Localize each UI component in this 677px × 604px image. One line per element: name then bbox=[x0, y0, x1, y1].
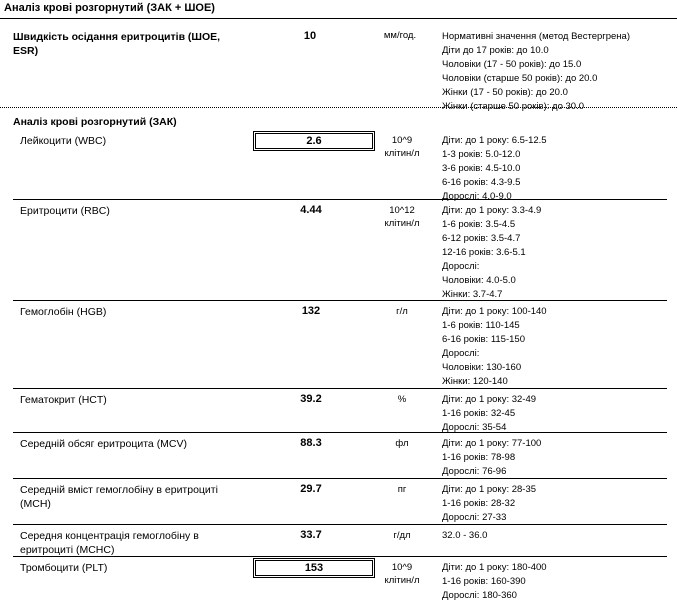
test-unit bbox=[372, 561, 432, 587]
test-unit bbox=[372, 204, 432, 230]
test-name: Гематокрит (HCT) bbox=[20, 394, 107, 406]
test-name: Еритроцити (RBC) bbox=[20, 205, 110, 217]
reference-line: Діти: до 1 року: 32-49 bbox=[442, 394, 537, 405]
test-value: 4.44 bbox=[300, 204, 322, 216]
esr-name: Швидкість осідання еритроцитів (ШОЕ, ESR) bbox=[13, 31, 221, 57]
reference-line: Дорослі: 4.0-9.0 bbox=[442, 191, 512, 202]
reference-line: 1-6 років: 3.5-4.5 bbox=[442, 219, 516, 230]
unit-line: клітин/л bbox=[384, 148, 420, 159]
reference-line: Жінки: 120-140 bbox=[442, 376, 508, 387]
esr-reference-line: Жінки (старше 50 років): до 30.0 bbox=[442, 101, 584, 112]
esr-row bbox=[0, 18, 677, 112]
esr-reference-line: Діти до 17 років: до 10.0 bbox=[442, 45, 549, 56]
table-row bbox=[0, 389, 677, 433]
reference-line: 1-16 років: 160-390 bbox=[442, 576, 526, 587]
reference-line: 32.0 - 36.0 bbox=[442, 530, 488, 541]
unit-line: г/дл bbox=[393, 530, 411, 541]
unit-line: г/л bbox=[396, 306, 408, 317]
table-row bbox=[0, 433, 677, 479]
reference-range bbox=[442, 561, 674, 603]
esr-unit: мм/год. bbox=[383, 30, 417, 41]
test-value: 29.7 bbox=[300, 483, 322, 495]
reference-line: Жінки: 3.7-4.7 bbox=[442, 289, 503, 300]
reference-range bbox=[442, 204, 674, 302]
unit-line: 10^9 bbox=[391, 562, 413, 573]
reference-line: 6-16 років: 4.3-9.5 bbox=[442, 177, 521, 188]
test-name: Тромбоцити (PLT) bbox=[20, 562, 108, 574]
reference-line: 1-6 років: 110-145 bbox=[442, 320, 520, 331]
esr-reference-line: Жінки (17 - 50 років): до 20.0 bbox=[442, 87, 568, 98]
reference-range bbox=[442, 437, 674, 479]
test-value: 132 bbox=[301, 305, 321, 317]
reference-line: Діти: до 1 року: 28-35 bbox=[442, 484, 537, 495]
table-row bbox=[0, 479, 677, 525]
unit-line: 10^12 bbox=[389, 205, 415, 216]
test-unit bbox=[372, 393, 432, 406]
test-name: Середній вміст гемоглобіну в еритроциті (MCH) bbox=[20, 484, 218, 510]
reference-line: Дорослі: bbox=[442, 348, 480, 359]
reference-range bbox=[442, 393, 674, 435]
table-row bbox=[0, 557, 677, 604]
reference-line: Діти: до 1 року: 77-100 bbox=[442, 438, 542, 449]
test-unit bbox=[372, 529, 432, 542]
esr-value: 10 bbox=[303, 30, 317, 42]
table-row bbox=[0, 130, 677, 200]
reference-line: Діти: до 1 року: 6.5-12.5 bbox=[442, 135, 547, 146]
reference-line: Дорослі: bbox=[442, 261, 480, 272]
test-unit bbox=[372, 305, 432, 318]
test-name: Середня концентрація гемоглобіну в еритроциті (MCHC) bbox=[20, 530, 199, 556]
test-name: Лейкоцити (WBC) bbox=[20, 135, 107, 147]
reference-range bbox=[442, 134, 674, 204]
reference-line: Діти: до 1 року: 100-140 bbox=[442, 306, 547, 317]
test-name: Середній обсяг еритроцита (MCV) bbox=[20, 438, 188, 450]
test-value: 153 bbox=[253, 558, 375, 578]
reference-line: Дорослі: 27-33 bbox=[442, 512, 507, 523]
test-unit bbox=[372, 483, 432, 496]
section-title: Аналіз крові розгорнутий (ЗАК) bbox=[13, 116, 177, 128]
esr-reference-line: Чоловіки (старше 50 років): до 20.0 bbox=[442, 73, 598, 84]
table-row bbox=[0, 525, 677, 557]
reference-line: Дорослі: 76-96 bbox=[442, 466, 507, 477]
test-value: 33.7 bbox=[300, 529, 322, 541]
reference-line: Діти: до 1 року: 180-400 bbox=[442, 562, 547, 573]
esr-reference bbox=[442, 30, 674, 114]
unit-line: % bbox=[397, 394, 407, 405]
reference-line: 1-16 років: 78-98 bbox=[442, 452, 516, 463]
section-divider bbox=[0, 107, 677, 108]
esr-reference-line: Нормативні значення (метод Вестергрена) bbox=[442, 31, 630, 42]
test-value: 2.6 bbox=[253, 131, 375, 151]
unit-line: 10^9 bbox=[391, 135, 413, 146]
unit-line: клітин/л bbox=[384, 575, 420, 586]
unit-line: клітин/л bbox=[384, 218, 420, 229]
test-unit bbox=[372, 134, 432, 160]
reference-line: 6-16 років: 115-150 bbox=[442, 334, 525, 345]
reference-line: 6-12 років: 3.5-4.7 bbox=[442, 233, 521, 244]
table-row bbox=[0, 301, 677, 389]
reference-line: 1-16 років: 28-32 bbox=[442, 498, 516, 509]
table-row bbox=[0, 200, 677, 301]
reference-range bbox=[442, 529, 674, 543]
reference-line: Дорослі: 180-360 bbox=[442, 590, 517, 601]
reference-line: 1-3 років: 5.0-12.0 bbox=[442, 149, 521, 160]
test-value: 39.2 bbox=[300, 393, 322, 405]
test-unit bbox=[372, 437, 432, 450]
test-value: 88.3 bbox=[300, 437, 322, 449]
reference-line: Дорослі: 35-54 bbox=[442, 422, 507, 433]
unit-line: пг bbox=[397, 484, 407, 495]
report-header bbox=[0, 0, 677, 19]
reference-line: Діти: до 1 року: 3.3-4.9 bbox=[442, 205, 542, 216]
report-title: Аналіз крові розгорнутий (ЗАК + ШОЕ) bbox=[4, 2, 215, 14]
reference-line: Чоловіки: 4.0-5.0 bbox=[442, 275, 516, 286]
reference-line: Чоловіки: 130-160 bbox=[442, 362, 522, 373]
reference-line: 12-16 років: 3.6-5.1 bbox=[442, 247, 526, 258]
unit-line: фл bbox=[395, 438, 409, 449]
reference-line: 3-6 років: 4.5-10.0 bbox=[442, 163, 521, 174]
test-name: Гемоглобін (HGB) bbox=[20, 306, 107, 318]
esr-reference-line: Чоловіки (17 - 50 років): до 15.0 bbox=[442, 59, 582, 70]
reference-range bbox=[442, 305, 674, 389]
reference-line: 1-16 років: 32-45 bbox=[442, 408, 516, 419]
reference-range bbox=[442, 483, 674, 525]
